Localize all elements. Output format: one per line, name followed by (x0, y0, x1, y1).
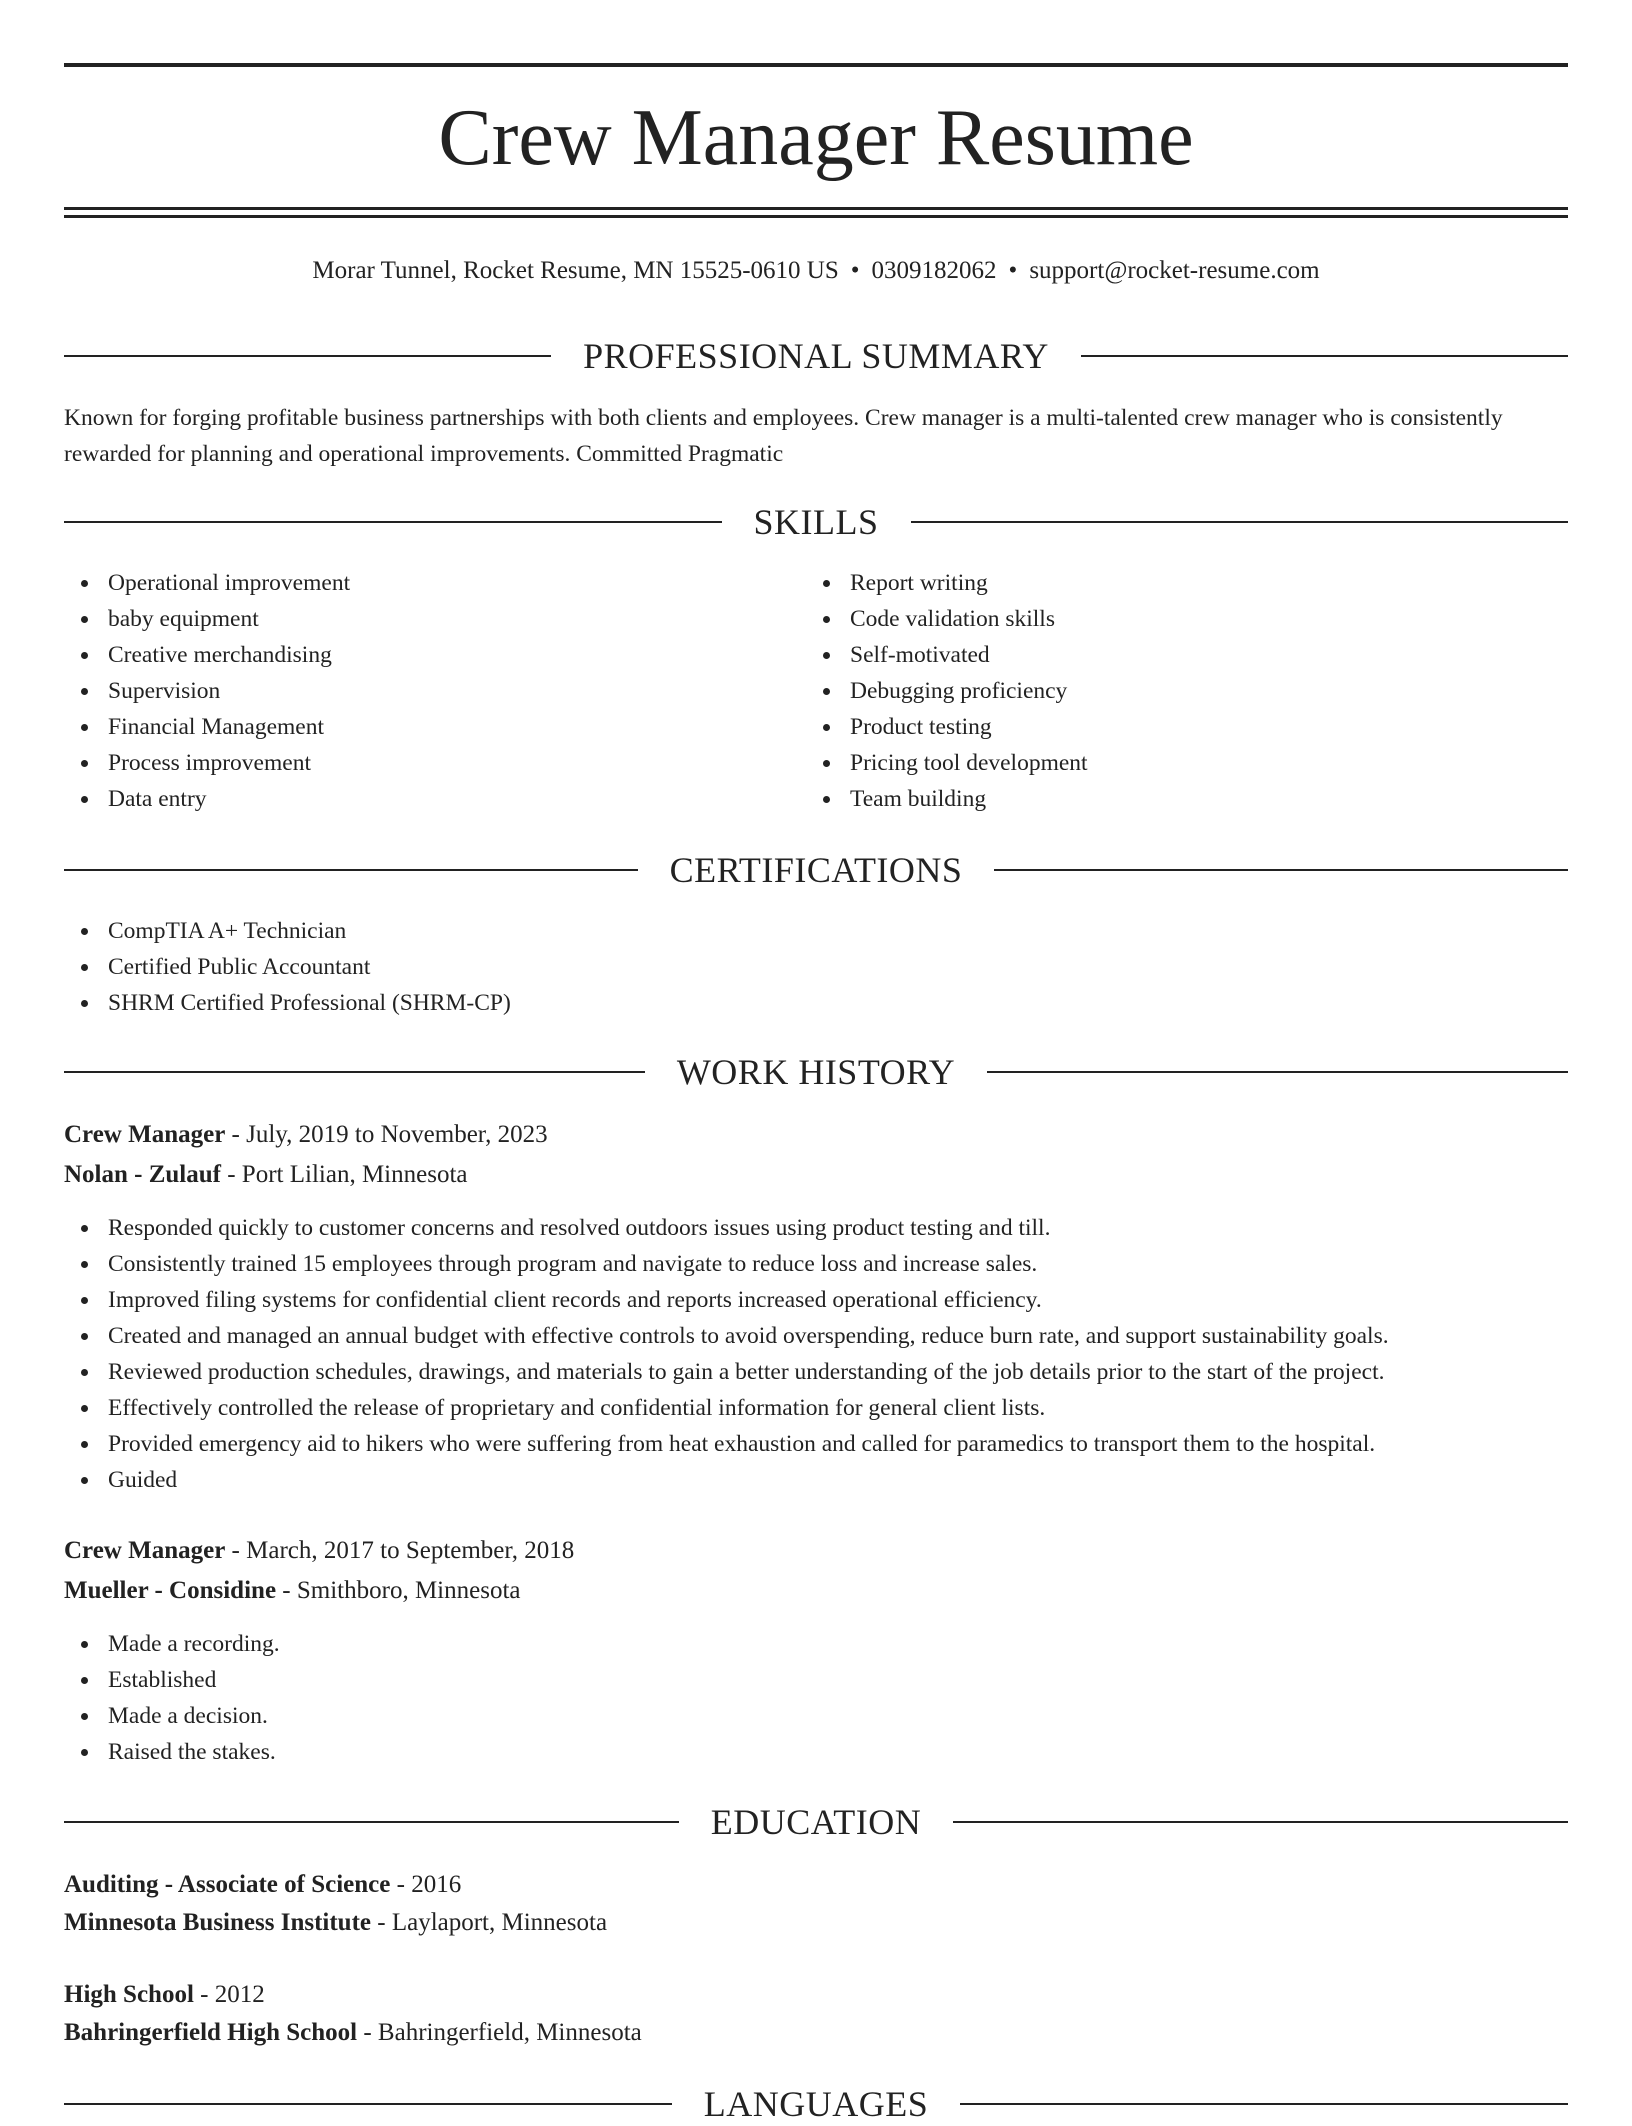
section-heading-summary (64, 334, 1568, 378)
section-title: SKILLS (753, 502, 879, 542)
section-title: LANGUAGES (703, 2084, 929, 2124)
skill-item: Financial Management (64, 709, 764, 745)
job-title-line (64, 1115, 1568, 1155)
heading-rule (953, 1821, 1568, 1823)
heading-rule (64, 2103, 672, 2105)
skill-item: baby equipment (64, 601, 764, 637)
certification-item: SHRM Certified Professional (SHRM-CP) (64, 985, 1464, 1021)
contact-email: support@rocket-resume.com (1029, 257, 1320, 284)
job-duty-item: Reviewed production schedules, drawings, and materials to gain a better understanding of the job details prior to the start of the project. (64, 1354, 1568, 1390)
contact-separator: • (1008, 257, 1018, 284)
heading-rule (1081, 355, 1568, 357)
job-company-line (64, 1571, 1568, 1611)
job-title: Crew Manager (64, 1121, 226, 1148)
heading-rule (64, 869, 638, 871)
skill-item: Supervision (64, 673, 764, 709)
education-degree-line (64, 1975, 1568, 2015)
job-duty-item: Made a decision. (64, 1698, 1568, 1734)
job-duty-item: Established (64, 1662, 1568, 1698)
summary-text: Known for forging profitable business partnerships with both clients and employees. Crew manager is a multi-talented crew manager who is consistently rewarded for planning and operational improvements. Committed Pragmatic (64, 405, 1503, 467)
job-duties-list (64, 1210, 1568, 1498)
skill-item: Data entry (64, 781, 764, 817)
education-year: - 2012 (200, 1981, 265, 2008)
skill-item: Report writing (806, 565, 1506, 601)
heading-rule (64, 1071, 645, 1073)
job-duty-item: Made a recording. (64, 1626, 1568, 1662)
certification-item: CompTIA A+ Technician (64, 913, 1464, 949)
education-school: Bahringerfield High School (64, 2019, 358, 2046)
job-dates: - July, 2019 to November, 2023 (231, 1121, 548, 1148)
job-duty-item: Provided emergency aid to hikers who were suffering from heat exhaustion and called for paramedics to transport them to the hospital. (64, 1426, 1568, 1462)
job-duty-item: Raised the stakes. (64, 1734, 1568, 1770)
certifications-list (64, 913, 1464, 1021)
contact-phone: 0309182062 (871, 257, 997, 284)
job-company: Nolan - Zulauf (64, 1161, 221, 1188)
contact-address: Morar Tunnel, Rocket Resume, MN 15525-0610 US (312, 257, 839, 284)
heading-rule (994, 869, 1568, 871)
education-year: - 2016 (396, 1871, 462, 1898)
job-duty-item: Consistently trained 15 employees through program and navigate to reduce loss and increase sales. (64, 1246, 1568, 1282)
heading-rule (911, 521, 1569, 523)
section-title: CERTIFICATIONS (669, 850, 963, 890)
section-heading-languages (64, 2082, 1568, 2126)
job-title-line (64, 1531, 1568, 1571)
certification-item: Certified Public Accountant (64, 949, 1464, 985)
heading-rule (960, 2103, 1568, 2105)
education-school: Minnesota Business Institute (64, 1909, 371, 1936)
job-duty-item: Effectively controlled the release of proprietary and confidential information for general client lists. (64, 1390, 1568, 1426)
title-rule-upper (64, 207, 1568, 210)
education-degree: Auditing - Associate of Science (64, 1871, 391, 1898)
title-rule-lower (64, 215, 1568, 218)
skill-item: Product testing (806, 709, 1506, 745)
job-company: Mueller - Considine (64, 1577, 277, 1604)
job-duty-item: Guided (64, 1462, 1568, 1498)
resume-title: Crew Manager Resume (438, 94, 1194, 182)
job-duty-item: Responded quickly to customer concerns and resolved outdoors issues using product testing and till. (64, 1210, 1568, 1246)
job-company-line (64, 1155, 1568, 1195)
job-title: Crew Manager (64, 1537, 226, 1564)
skill-item: Debugging proficiency (806, 673, 1506, 709)
skill-item: Code validation skills (806, 601, 1506, 637)
job-location: - Smithboro, Minnesota (282, 1577, 521, 1604)
heading-rule (64, 521, 722, 523)
education-degree: High School (64, 1981, 194, 2008)
skill-item: Process improvement (64, 745, 764, 781)
skill-item: Self-motivated (806, 637, 1506, 673)
education-location: - Bahringerfield, Minnesota (363, 2019, 642, 2046)
skill-item: Pricing tool development (806, 745, 1506, 781)
job-duty-item: Created and managed an annual budget with effective controls to avoid overspending, reduce burn rate, and support sustainability goals. (64, 1318, 1568, 1354)
education-school-line (64, 1903, 1568, 1943)
section-title: PROFESSIONAL SUMMARY (583, 336, 1049, 376)
contact-separator: • (850, 257, 860, 284)
job-dates: - March, 2017 to September, 2018 (231, 1537, 575, 1564)
skill-item: Operational improvement (64, 565, 764, 601)
section-heading-education (64, 1800, 1568, 1844)
education-degree-line (64, 1865, 1568, 1905)
section-heading-certifications (64, 848, 1568, 892)
skill-item: Team building (806, 781, 1506, 817)
heading-rule (987, 1071, 1568, 1073)
job-duty-item: Improved filing systems for confidential client records and reports increased operational efficiency. (64, 1282, 1568, 1318)
skills-list-left (64, 565, 764, 817)
section-title: EDUCATION (710, 1802, 922, 1842)
job-location: - Port Lilian, Minnesota (227, 1161, 468, 1188)
section-heading-skills (64, 500, 1568, 544)
education-location: - Laylaport, Minnesota (377, 1909, 608, 1936)
job-duties-list (64, 1626, 1568, 1770)
section-heading-work-history (64, 1050, 1568, 1094)
heading-rule (64, 1821, 679, 1823)
heading-rule (64, 355, 551, 357)
skills-list-right (806, 565, 1506, 817)
skill-item: Creative merchandising (64, 637, 764, 673)
contact-line (0, 254, 1632, 288)
education-school-line (64, 2013, 1568, 2053)
top-rule (64, 63, 1568, 67)
section-title: WORK HISTORY (676, 1052, 956, 1092)
